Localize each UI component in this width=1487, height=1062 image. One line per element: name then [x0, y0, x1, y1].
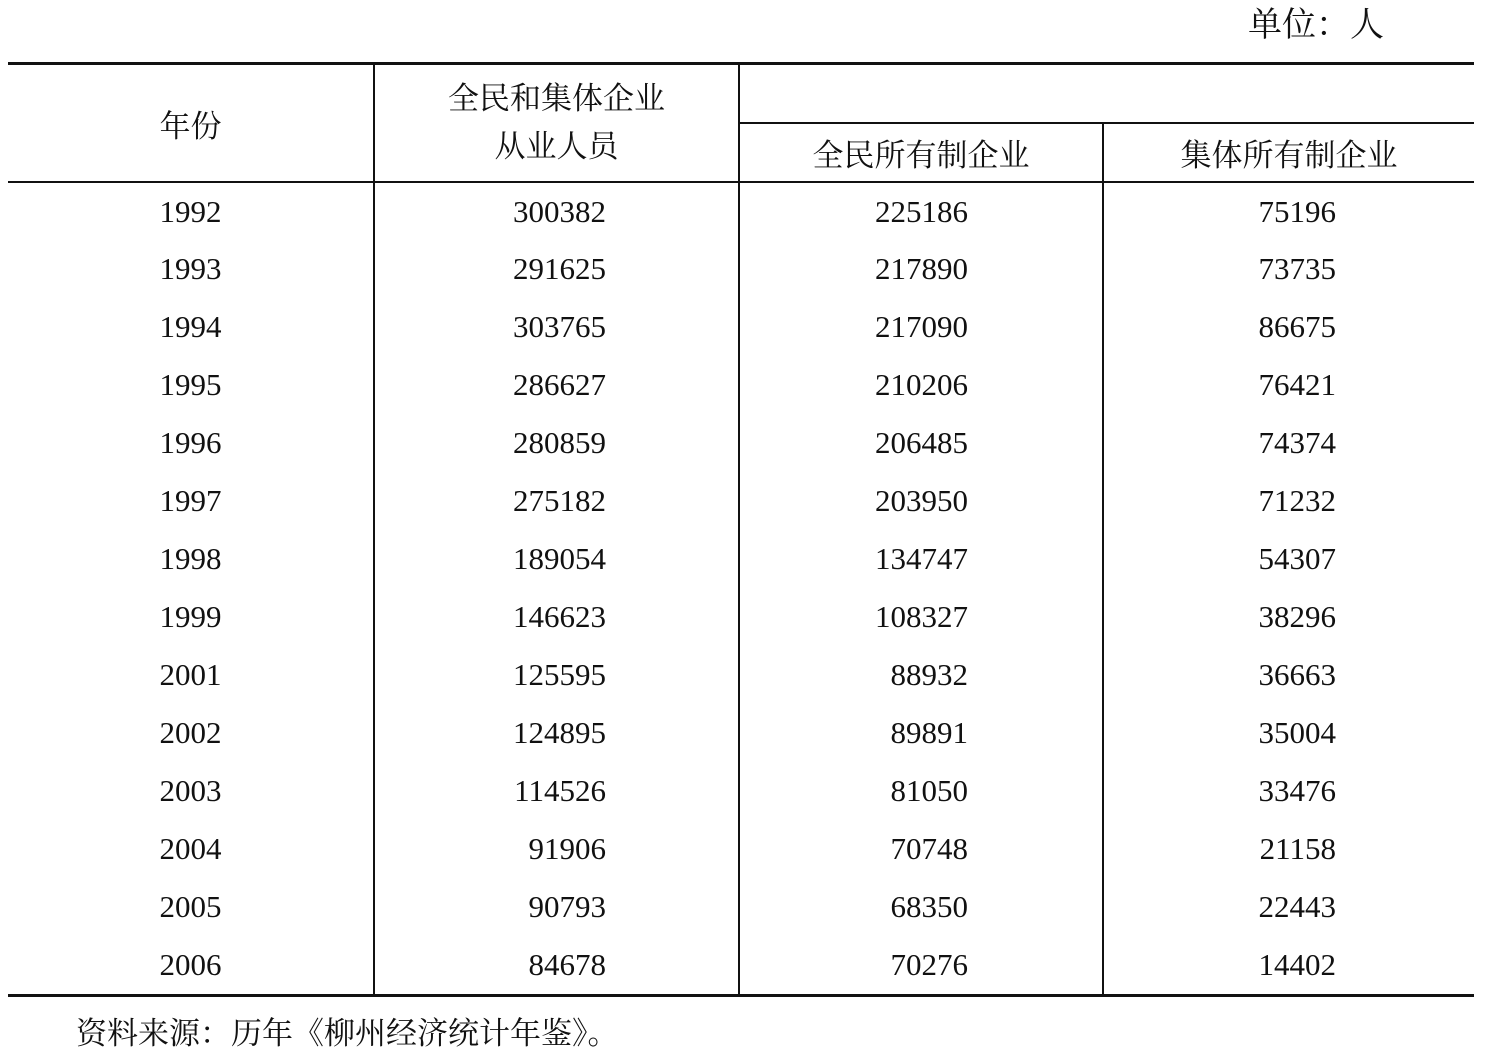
- employment-table: [8, 62, 1474, 997]
- cell-state-owned: [739, 356, 1103, 414]
- cell-collective-value: 73735: [1258, 251, 1336, 286]
- cell-year: 1998: [8, 530, 374, 588]
- cell-total-value: 84678: [528, 947, 606, 982]
- cell-total: [374, 182, 739, 240]
- cell-state-owned-value: 81050: [890, 773, 968, 808]
- table-row: [8, 414, 1474, 472]
- header-state-owned: 全民所有制企业: [739, 123, 1103, 182]
- cell-state-owned: [739, 240, 1103, 298]
- cell-total-value: 189054: [513, 541, 606, 576]
- cell-collective-value: 71232: [1258, 483, 1336, 518]
- cell-year: 1992: [8, 182, 374, 240]
- cell-collective-value: 76421: [1258, 367, 1336, 402]
- cell-total-value: 125595: [513, 657, 606, 692]
- cell-total-value: 91906: [528, 831, 606, 866]
- header-total-employees: [374, 64, 739, 183]
- table-row: [8, 588, 1474, 646]
- cell-state-owned: [739, 936, 1103, 996]
- cell-state-owned-value: 70276: [890, 947, 968, 982]
- cell-total: [374, 646, 739, 704]
- cell-collective: [1103, 298, 1474, 356]
- cell-total-value: 300382: [513, 193, 606, 229]
- cell-collective: [1103, 472, 1474, 530]
- cell-state-owned: [739, 472, 1103, 530]
- cell-year: 2003: [8, 762, 374, 820]
- table-row: [8, 298, 1474, 356]
- cell-year: 2002: [8, 704, 374, 762]
- cell-total: [374, 762, 739, 820]
- cell-total: [374, 414, 739, 472]
- cell-state-owned-value: 88932: [890, 657, 968, 692]
- cell-total: [374, 530, 739, 588]
- cell-collective: [1103, 356, 1474, 414]
- cell-collective: [1103, 878, 1474, 936]
- cell-state-owned-value: 203950: [875, 483, 968, 518]
- cell-collective: [1103, 240, 1474, 298]
- cell-state-owned-value: 210206: [875, 367, 968, 402]
- cell-total: [374, 356, 739, 414]
- cell-year: 2004: [8, 820, 374, 878]
- cell-state-owned: [739, 704, 1103, 762]
- cell-collective-value: 35004: [1258, 715, 1336, 750]
- cell-year: 1995: [8, 356, 374, 414]
- cell-collective: [1103, 704, 1474, 762]
- cell-collective-value: 36663: [1258, 657, 1336, 692]
- cell-collective: [1103, 182, 1474, 240]
- cell-total-value: 124895: [513, 715, 606, 750]
- cell-state-owned: [739, 762, 1103, 820]
- cell-state-owned: [739, 414, 1103, 472]
- table-header: [8, 64, 1474, 183]
- cell-total-value: 114526: [514, 773, 606, 808]
- cell-state-owned-value: 134747: [875, 541, 968, 576]
- cell-year: 2006: [8, 936, 374, 996]
- table-row: [8, 646, 1474, 704]
- cell-collective-value: 38296: [1258, 599, 1336, 634]
- cell-year: 1993: [8, 240, 374, 298]
- cell-state-owned: [739, 646, 1103, 704]
- cell-total: [374, 936, 739, 996]
- header-total-line2: 从业人员: [494, 129, 619, 164]
- cell-collective: [1103, 414, 1474, 472]
- cell-state-owned-value: 225186: [875, 193, 968, 229]
- cell-total-value: 286627: [513, 367, 606, 402]
- table-row: [8, 240, 1474, 298]
- table-row: [8, 820, 1474, 878]
- table-row: [8, 356, 1474, 414]
- cell-collective-value: 33476: [1258, 773, 1336, 808]
- cell-total-value: 303765: [513, 309, 606, 344]
- unit-label: 单位：人: [1248, 7, 1384, 44]
- cell-total: [374, 298, 739, 356]
- table-row: [8, 704, 1474, 762]
- cell-collective: [1103, 762, 1474, 820]
- cell-state-owned-value: 108327: [875, 599, 968, 634]
- table-body: [8, 182, 1474, 996]
- cell-total: [374, 472, 739, 530]
- header-year: 年份: [8, 64, 374, 183]
- source-note: 资料来源：历年《柳州经济统计年鉴》。: [76, 1016, 619, 1051]
- cell-state-owned: [739, 588, 1103, 646]
- cell-year: 1999: [8, 588, 374, 646]
- cell-total: [374, 878, 739, 936]
- cell-state-owned: [739, 182, 1103, 240]
- cell-collective: [1103, 820, 1474, 878]
- cell-collective: [1103, 588, 1474, 646]
- cell-state-owned: [739, 878, 1103, 936]
- cell-total-value: 90793: [528, 889, 606, 924]
- cell-total-value: 146623: [513, 599, 606, 634]
- cell-state-owned: [739, 530, 1103, 588]
- cell-collective-value: 14402: [1258, 947, 1336, 982]
- cell-collective-value: 54307: [1258, 541, 1336, 576]
- cell-year: 1997: [8, 472, 374, 530]
- header-total-line1: 全民和集体企业: [448, 81, 665, 116]
- cell-collective: [1103, 646, 1474, 704]
- cell-collective-value: 22443: [1258, 889, 1336, 924]
- cell-collective-value: 21158: [1259, 831, 1336, 866]
- table-row: [8, 936, 1474, 996]
- table-row: [8, 530, 1474, 588]
- cell-collective-value: 75196: [1258, 193, 1336, 229]
- cell-state-owned-value: 70748: [890, 831, 968, 866]
- cell-state-owned: [739, 298, 1103, 356]
- cell-state-owned-value: 89891: [890, 715, 968, 750]
- cell-state-owned-value: 68350: [890, 889, 968, 924]
- cell-collective: [1103, 936, 1474, 996]
- header-collective: 集体所有制企业: [1103, 123, 1474, 182]
- table-row: [8, 762, 1474, 820]
- cell-year: 1996: [8, 414, 374, 472]
- table-row: [8, 182, 1474, 240]
- header-spacer: [739, 64, 1474, 124]
- cell-collective-value: 74374: [1258, 425, 1336, 460]
- cell-total-value: 291625: [513, 251, 606, 286]
- cell-year: 2001: [8, 646, 374, 704]
- table-row: [8, 472, 1474, 530]
- cell-collective: [1103, 530, 1474, 588]
- cell-state-owned: [739, 820, 1103, 878]
- cell-total-value: 275182: [513, 483, 606, 518]
- cell-total: [374, 240, 739, 298]
- cell-state-owned-value: 217890: [875, 251, 968, 286]
- cell-state-owned-value: 206485: [875, 425, 968, 460]
- table-row: [8, 878, 1474, 936]
- cell-collective-value: 86675: [1258, 309, 1336, 344]
- cell-year: 2005: [8, 878, 374, 936]
- cell-total-value: 280859: [513, 425, 606, 460]
- cell-state-owned-value: 217090: [875, 309, 968, 344]
- cell-total: [374, 704, 739, 762]
- cell-total: [374, 588, 739, 646]
- cell-year: 1994: [8, 298, 374, 356]
- cell-total: [374, 820, 739, 878]
